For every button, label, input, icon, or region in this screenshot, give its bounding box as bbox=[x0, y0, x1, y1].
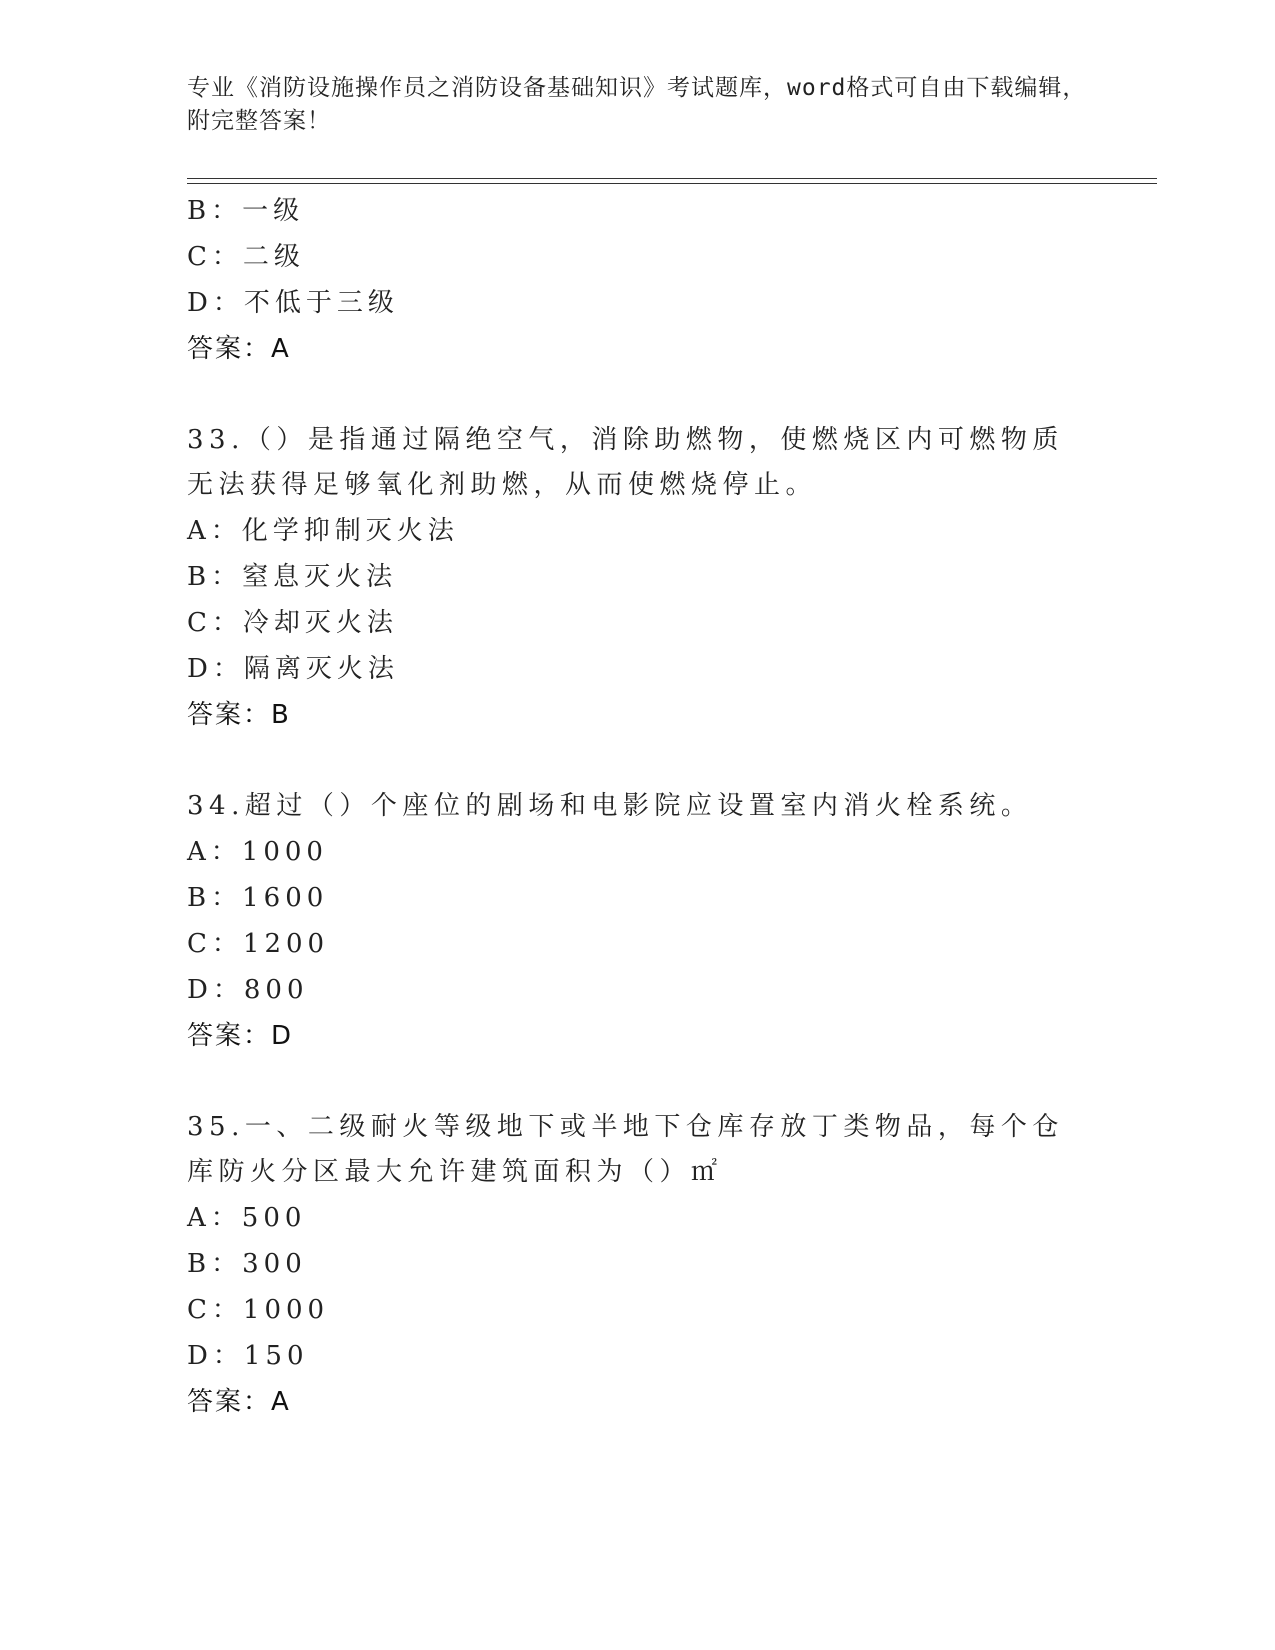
option-separator: ： bbox=[210, 1203, 242, 1233]
option-text: 1200 bbox=[242, 929, 330, 959]
option-letter: B bbox=[187, 1249, 212, 1279]
option-letter: D bbox=[187, 654, 213, 684]
option-letter: D bbox=[187, 288, 213, 318]
option-letter: C bbox=[187, 929, 212, 959]
option-text: 窒息灭火法 bbox=[242, 562, 398, 592]
option-separator: ： bbox=[212, 1341, 244, 1371]
option-text: 300 bbox=[242, 1249, 307, 1279]
question-block-34 bbox=[187, 784, 1087, 1059]
option-separator: ： bbox=[211, 196, 243, 226]
option-d bbox=[187, 1333, 1087, 1379]
option-text: 1000 bbox=[241, 837, 328, 867]
option-c bbox=[187, 921, 1087, 967]
question-list bbox=[187, 188, 1087, 1425]
question-stem: 33.（）是指通过隔绝空气，消除助燃物，使燃烧区内可燃物质无法获得足够氧化剂助燃，从而使燃烧停止。 bbox=[187, 425, 1064, 500]
answer-line: 答案：D bbox=[187, 1021, 294, 1051]
header-rule-bottom bbox=[187, 183, 1157, 184]
option-b bbox=[187, 1241, 1087, 1287]
spacer bbox=[187, 1059, 1087, 1105]
option-text: 1600 bbox=[242, 883, 329, 913]
answer-line: 答案：A bbox=[187, 334, 291, 364]
option-letter: B bbox=[187, 196, 212, 226]
option-text: 500 bbox=[241, 1203, 307, 1233]
option-text: 二级 bbox=[242, 242, 305, 272]
option-separator: ： bbox=[211, 1295, 243, 1325]
option-a bbox=[187, 508, 1087, 554]
option-separator: ： bbox=[212, 288, 244, 318]
option-text: 1000 bbox=[242, 1295, 330, 1325]
option-separator: ： bbox=[211, 883, 243, 913]
option-letter: D bbox=[187, 1341, 213, 1371]
option-d bbox=[187, 646, 1087, 692]
spacer bbox=[187, 372, 1087, 418]
option-letter: C bbox=[187, 242, 212, 272]
option-separator: ： bbox=[211, 608, 243, 638]
option-text: 隔离灭火法 bbox=[243, 654, 399, 684]
option-letter: B bbox=[187, 562, 212, 592]
option-separator: ： bbox=[211, 1249, 243, 1279]
question-stem: 34.超过（）个座位的剧场和电影院应设置室内消火栓系统。 bbox=[187, 791, 1033, 821]
option-b bbox=[187, 554, 1087, 600]
option-d bbox=[187, 967, 1087, 1013]
option-a bbox=[187, 1195, 1087, 1241]
option-letter: A bbox=[187, 837, 211, 867]
option-c bbox=[187, 1287, 1087, 1333]
header-rule-top bbox=[187, 178, 1157, 179]
option-letter: A bbox=[187, 1203, 211, 1233]
option-c bbox=[187, 234, 1087, 280]
option-text: 不低于三级 bbox=[243, 288, 399, 318]
question-stem: 35.一、二级耐火等级地下或半地下仓库存放丁类物品，每个仓库防火分区最大允许建筑面积为（）㎡ bbox=[187, 1112, 1064, 1187]
page-header: 专业《消防设施操作员之消防设备基础知识》考试题库，word格式可自由下载编辑，附完整答案！ bbox=[187, 75, 1087, 134]
option-a bbox=[187, 829, 1087, 875]
option-separator: ： bbox=[212, 975, 244, 1005]
option-separator: ： bbox=[210, 516, 242, 546]
option-b bbox=[187, 875, 1087, 921]
answer-line: 答案：B bbox=[187, 700, 291, 730]
option-separator: ： bbox=[212, 654, 244, 684]
option-b bbox=[187, 188, 1087, 234]
option-separator: ： bbox=[211, 562, 243, 592]
option-text: 一级 bbox=[242, 196, 305, 226]
option-text: 800 bbox=[243, 975, 309, 1005]
option-letter: A bbox=[187, 516, 211, 546]
option-letter: D bbox=[187, 975, 213, 1005]
answer-line: 答案：A bbox=[187, 1387, 291, 1417]
spacer bbox=[187, 738, 1087, 784]
option-d bbox=[187, 280, 1087, 326]
option-text: 化学抑制灭火法 bbox=[241, 516, 459, 546]
option-text: 冷却灭火法 bbox=[242, 608, 398, 638]
question-block-35 bbox=[187, 1105, 1087, 1425]
option-c bbox=[187, 600, 1087, 646]
option-separator: ： bbox=[211, 929, 243, 959]
question-block-33 bbox=[187, 418, 1087, 738]
option-separator: ： bbox=[211, 242, 243, 272]
option-letter: B bbox=[187, 883, 212, 913]
option-letter: C bbox=[187, 608, 212, 638]
option-letter: C bbox=[187, 1295, 212, 1325]
option-separator: ： bbox=[210, 837, 242, 867]
question-block-partial bbox=[187, 188, 1087, 372]
option-text: 150 bbox=[243, 1341, 309, 1371]
